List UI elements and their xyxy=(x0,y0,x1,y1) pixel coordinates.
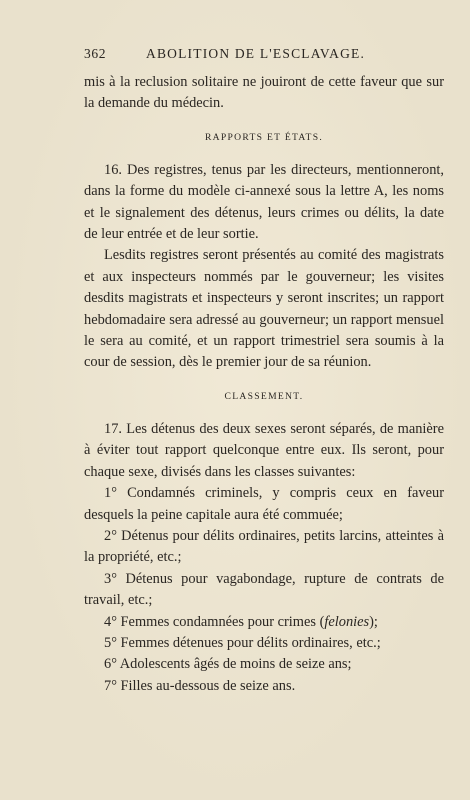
class-item-7: 7° Filles au-dessous de seize ans. xyxy=(104,677,296,694)
body-text xyxy=(84,72,444,697)
class-item-1: 1° Condamnés criminels, y compris ceux en faveur desquels la peine capitale aura été commuée; xyxy=(84,485,444,523)
section-heading-classement: CLASSEMENT. xyxy=(224,390,304,402)
class-item-4 xyxy=(84,612,444,633)
running-title: ABOLITION DE L'ESCLAVAGE. xyxy=(146,46,366,61)
class-item-3: 3° Détenus pour vagabondage, rupture de contrats de travail, etc.; xyxy=(84,570,444,609)
paragraph-17: 17. Les détenus des deux sexes seront séparés, de manière à éviter tout rapport quelconque entre eux. Ils seront, pour chaque sexe, divisés dans les classes suivantes: xyxy=(84,420,444,480)
intro-paragraph: mis à la reclusion solitaire ne jouiront de cette faveur que sur la demande du médecin. xyxy=(84,74,444,112)
page-number: 362 xyxy=(84,46,107,61)
paragraph-16: 16. Des registres, tenus par les directeurs, mentionneront, dans la forme du modèle ci-annexé sous la lettre A, les noms et le signalement des détenus, leurs crimes ou délits, la date de leur entrée et de leur sortie. xyxy=(84,161,444,243)
class-item-2: 2° Détenus pour délits ordinaires, petits larcins, atteintes à la propriété, etc.; xyxy=(84,527,444,566)
class-item-4-text: 4° Femmes condamnées pour crimes ( xyxy=(104,613,325,630)
paragraph-registres: Lesdits registres seront présentés au comité des magistrats et aux inspecteurs nommés par le gouverneur; les visites desdits magistrats et inspecteurs y seront inscrites; un rapport hebdomadaire sera adressé au gouverneur; un rapport mensuel le sera au comité, et un rapport trimestriel sera soumis à la cour de session, dès le premier jour de sa réunion. xyxy=(84,247,444,371)
class-item-6: 6° Adolescents âgés de moins de seize ans; xyxy=(104,656,352,673)
class-item-5: 5° Femmes détenues pour délits ordinaires, etc.; xyxy=(104,634,381,651)
class-item-4-italic: felonies xyxy=(324,613,370,630)
class-item-4-end: ); xyxy=(369,613,378,630)
section-heading-rapports: RAPPORTS ET ÉTATS. xyxy=(204,131,324,143)
page-header xyxy=(84,46,444,68)
